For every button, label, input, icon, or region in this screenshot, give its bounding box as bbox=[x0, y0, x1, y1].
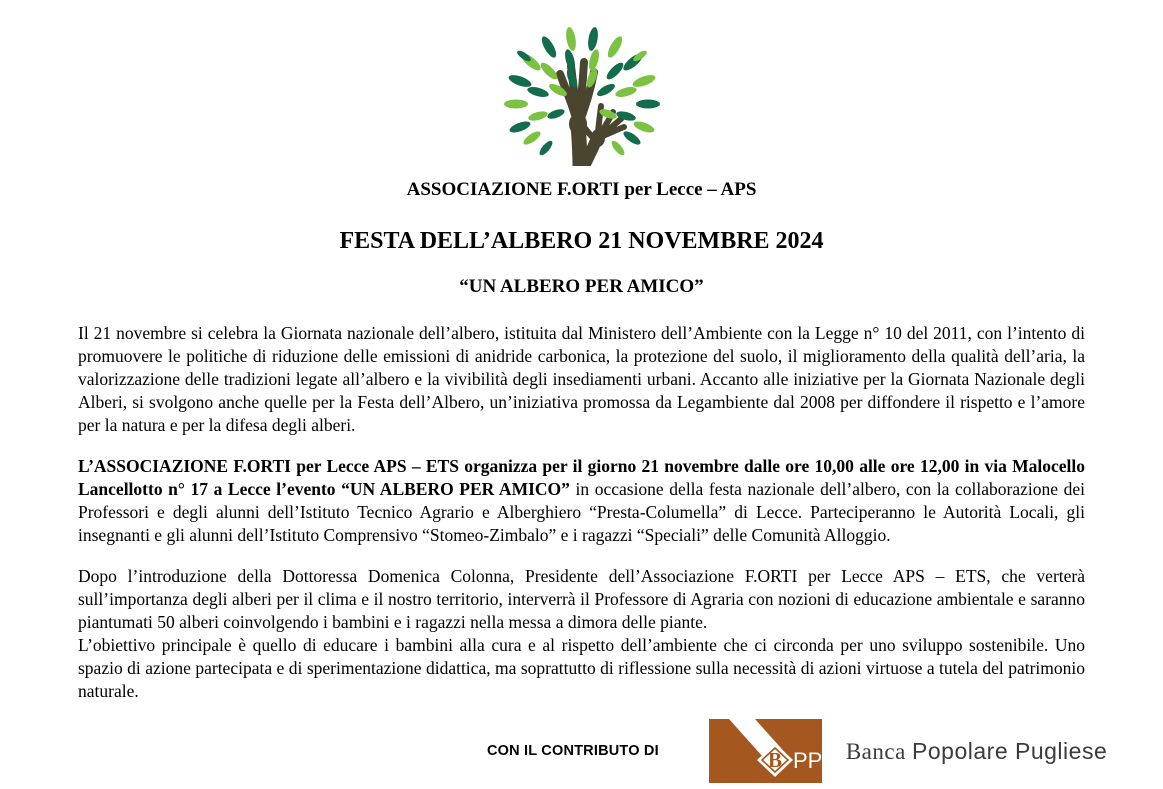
bank-name bbox=[846, 738, 1107, 765]
paragraph-event-bold: L’ASSOCIAZIONE F.ORTI per Lecce APS – ETS organizza per il giorno 21 novembre dalle ore 10,00 alle ore 12,00 in via Malocello Lancellotto n° 17 a Lecce l’evento “UN ALBERO PER AMICO” bbox=[78, 456, 1085, 499]
paragraph-program: Dopo l’introduzione della Dottoressa Domenica Colonna, Presidente dell’Associazione F.ORTI per Lecce APS – ETS, che verterà sull’importanza degli alberi per il clima e il nostro territorio, interverrà il Professore di Agraria con nozioni di educazione ambientale e saranno piantumati 50 alberi coinvolgendo i bambini e i ragazzi nella messa a dimora delle piante. bbox=[78, 566, 1085, 632]
bank-name-popolare-pugliese: Popolare Pugliese bbox=[912, 737, 1108, 764]
document-header bbox=[78, 0, 1085, 298]
sponsor-footer bbox=[78, 719, 1108, 783]
association-logo bbox=[78, 0, 1085, 171]
paragraph-intro: Il 21 novembre si celebra la Giornata nazionale dell’albero, istituita dal Ministero dell’Ambiente con la Legge n° 10 del 2011, con l’intento di promuovere le politiche di riduzione delle emissioni di anidride carbonica, la protezione del suolo, il miglioramento della qualità dell’aria, la valorizzazione delle tradizioni legate all’albero e la vivibilità degli insediamenti urbani. Accanto alle iniziative per la Giornata Nazionale degli Alberi, si svolgono anche quelle per la Festa dell’Albero, un’iniziativa promossa da Legambiente dal 2008 per diffondere il rispetto e l’amore per la natura e per la difesa degli alberi. bbox=[78, 323, 1085, 435]
paragraph-goal: L’obiettivo principale è quello di educare i bambini alla cura e al rispetto dell’ambiente che ci circonda per uno sviluppo sostenibile. Uno spazio di azione partecipata e di sperimentazione didattica, ma soprattutto di riflessione sulla necessità di azioni virtuose a tutela del patrimonio naturale. bbox=[78, 635, 1085, 701]
document-title: FESTA DELL’ALBERO 21 NOVEMBRE 2024 bbox=[339, 228, 824, 254]
document-subtitle: “UN ALBERO PER AMICO” bbox=[459, 276, 704, 297]
bank-name-banca: Banca bbox=[845, 738, 906, 764]
document-body bbox=[78, 322, 1085, 703]
organization-name: ASSOCIAZIONE F.ORTI per Lecce – APS bbox=[406, 179, 757, 200]
paragraph-event bbox=[78, 455, 1085, 547]
bpp-monogram-b: B bbox=[767, 748, 782, 772]
paragraph-event-rest: in occasione della festa nazionale dell’albero, con la collaborazione dei Professori e degli alunni dell’Istituto Tecnico Agrario e Alberghiero “Presta-Columella” di Lecce. Parteciperanno le Autorità Locali, gli insegnanti e gli alunni dell’Istituto Comprensivo “Stomeo-Zimbalo” e i ragazzi “Speciali” delle Comunità Alloggio. bbox=[78, 479, 1085, 545]
bpp-bank-logo-icon bbox=[709, 719, 822, 783]
tree-hands-logo-icon bbox=[494, 26, 670, 166]
bpp-monogram-pp: PP bbox=[792, 748, 822, 773]
contribution-label: CON IL CONTRIBUTO DI bbox=[487, 743, 659, 759]
